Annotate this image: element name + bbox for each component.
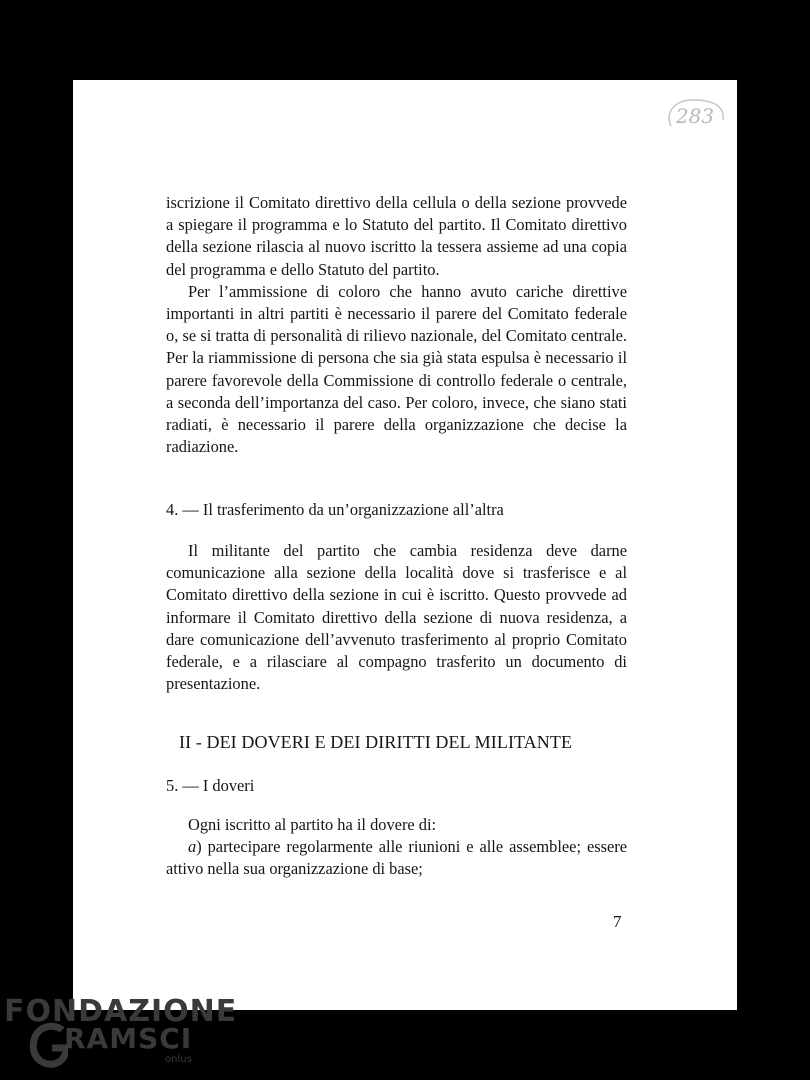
chapter-heading: II - DEI DOVERI E DEI DIRITTI DEL MILITANTE [179, 732, 573, 752]
section-4-body [166, 540, 627, 695]
section-5-heading: 5. — I doveri [166, 776, 255, 795]
logo-g-icon [28, 1022, 68, 1070]
stamp-number: 283 [675, 104, 715, 128]
paragraph-continuation: iscrizione il Comitato direttivo della cellula o della sezione provvede a spiegare il programma e lo Statuto del partito. Il Comitato direttivo della sezione rilascia al nuovo iscritto la tessera assieme ad una copia del programma e dello Statuto del partito. [166, 193, 627, 279]
archive-stamp [663, 96, 727, 136]
paragraph-ammissione: Per l’ammissione di coloro che hanno avuto cariche direttive importanti in altri partiti è necessario il parere del Comitato federale o, se si tratta di personalità di rilievo nazionale, del Comitato centrale. Per la riammissione di persona che sia già stata espulsa è necessario il parere favorevole della Commissione di controllo federale o centrale, a seconda dell’importanza del caso. Per coloro, invece, che siano stati radiati, è necessario il parere della organizzazione che decise la radiazione. [166, 281, 627, 457]
watermark-logo [0, 988, 238, 1078]
paragraph-trasferimento: Il militante del partito che cambia residenza deve darne comunicazione alla sezione della località dove si trasferisce e al Comitato direttivo della sezione in cui è iscritto. Questo provvede ad informare il Comitato direttivo della sezione di nuova residenza, a dare comunicazione dell’avvenuto trasferimento al proprio Comitato federale, e a rilasciare al compagno trasferito un documento di presentazione. [166, 541, 627, 694]
list-marker: a [188, 837, 197, 857]
list-item-text: ) partecipare regolarmente alle riunioni e alle assemblee; essere attivo nella sua organizzazione di base; [166, 837, 627, 879]
logo-line-2: RAMSCI [64, 1022, 193, 1055]
page-number: 7 [613, 912, 622, 931]
logo-line-1: FONDAZIONE [4, 994, 238, 1029]
list-item-a [166, 836, 627, 880]
section-4-heading: 4. — Il trasferimento da un’organizzazione all’altra [166, 500, 504, 519]
top-paragraphs [166, 192, 627, 458]
paragraph-intro: Ogni iscritto al partito ha il dovere di: [188, 815, 437, 834]
document-page [73, 80, 737, 1010]
stamp-circle-icon [663, 96, 727, 136]
logo-onlus: onlus [165, 1054, 192, 1065]
section-5-body [166, 814, 627, 881]
